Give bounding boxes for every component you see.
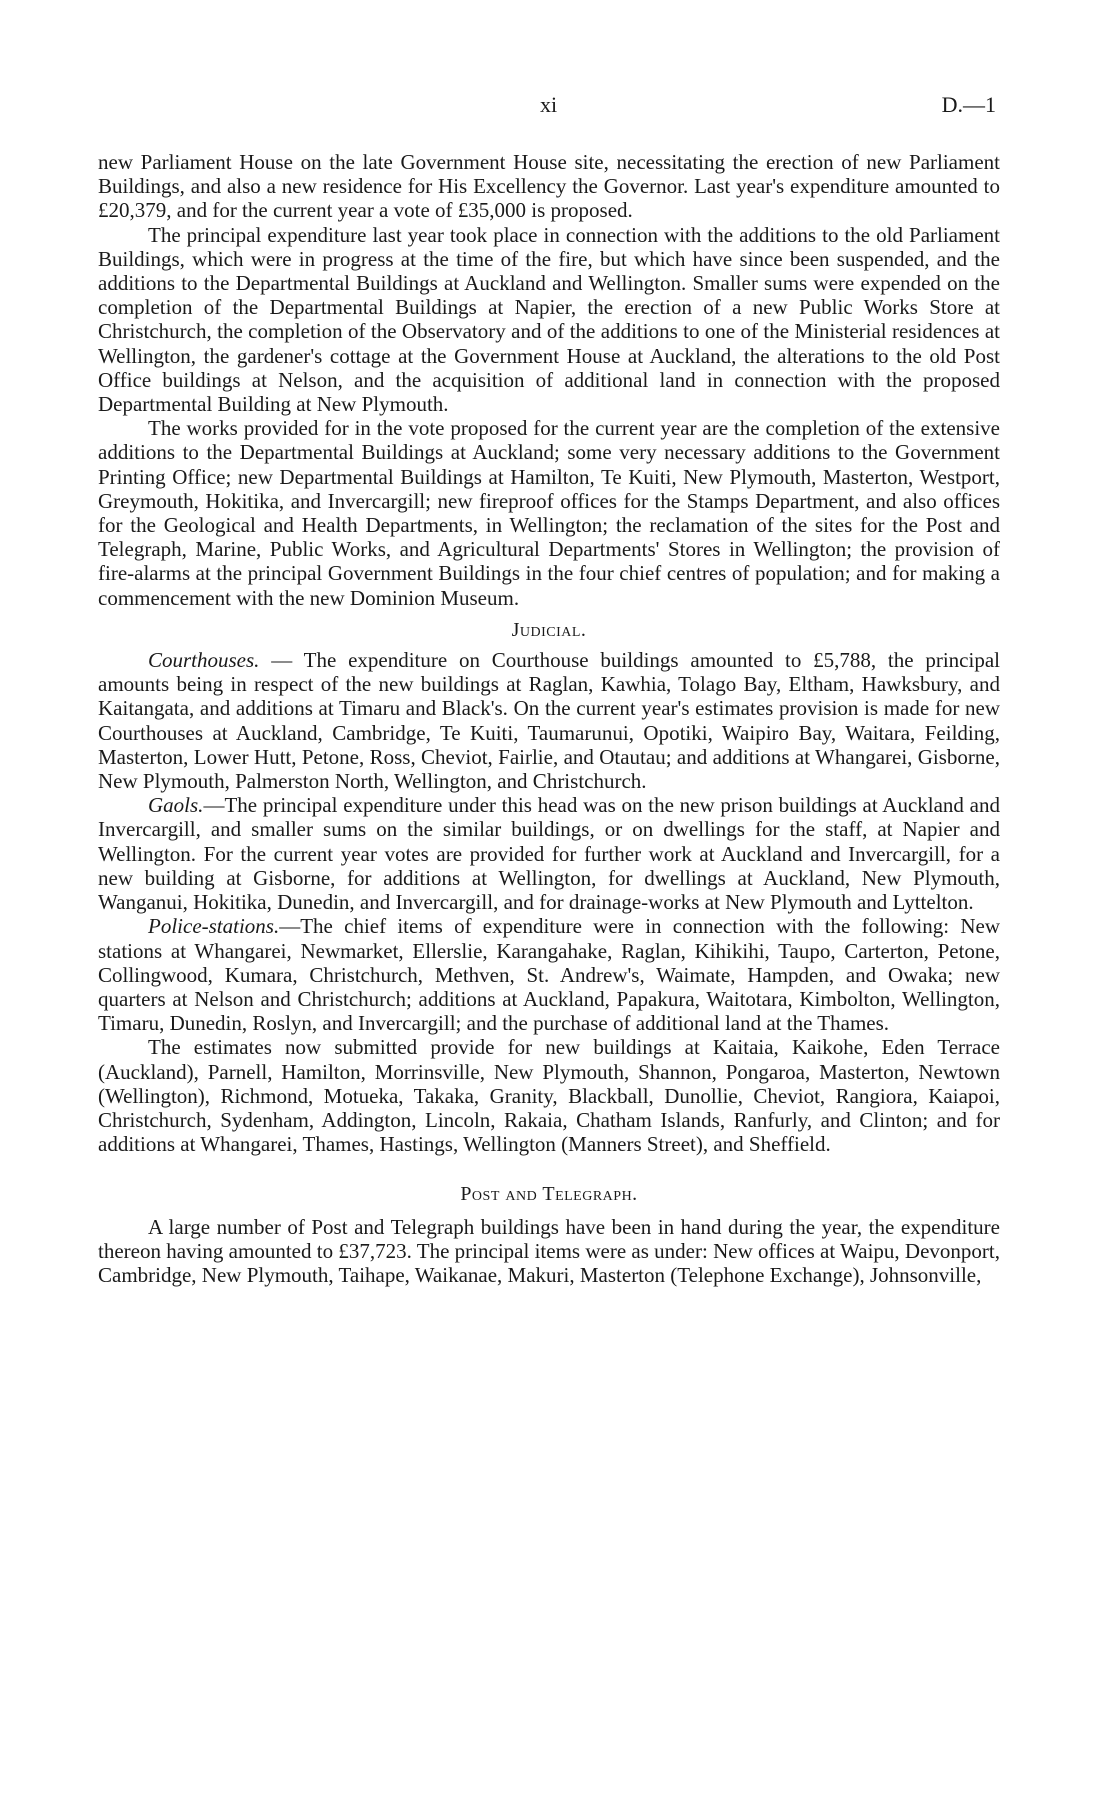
paragraph-courthouses	[98, 648, 1000, 793]
police-stations-label: Police-stations.	[148, 914, 280, 939]
paragraph-post-telegraph: A large number of Post and Telegraph buildings have been in hand during the year, the expenditure thereon having amounted to £37,723. The principal items were as under: New offices at Waipu, Devonport, Cambridge, New Plymouth, Taihape, Waikanae, Makuri, Masterton (Telephone Exchange), Johnsonville,	[98, 1214, 1000, 1287]
document-body	[98, 150, 1000, 1287]
section-heading-judicial: Judicial.	[511, 618, 587, 641]
paragraph-police-stations	[98, 914, 1000, 1035]
section-heading-post-telegraph: Post and Telegraph.	[460, 1183, 638, 1206]
courthouses-label: Courthouses.	[148, 648, 260, 673]
paragraph-gaols	[98, 793, 1000, 914]
paragraph-estimates: The estimates now submitted provide for new buildings at Kaitaia, Kaikohe, Eden Terrace (Auckland), Parnell, Hamilton, Morrinsville, New Plymouth, Shannon, Pongaroa, Masterton, Newtown (Wellington), Richmond, Motueka, Takaka, Granity, Blackball, Dunollie, Cheviot, Rangiora, Kaiapoi, Christchurch, Sydenham, Addington, Lincoln, Rakaia, Chatham Islands, Ranfurly, and Clinton; and for additions at Whangarei, Thames, Hastings, Wellington (Manners Street), and Sheffield.	[98, 1035, 1000, 1157]
paragraph-principal-expenditure: The principal expenditure last year took place in connection with the additions to the old Parliament Buildings, which were in progress at the time of the fire, but which have since been suspended, and the additions to the Departmental Buildings at Auckland and Wellington. Smaller sums were expended on the completion of the Departmental Buildings at Napier, the erection of a new Public Works Store at Christchurch, the completion of the Observatory and of the additions to one of the Ministerial residences at Wellington, the gardener's cottage at the Government House at Auckland, the alterations to the old Post Office buildings at Nelson, and the acquisition of additional land in connection with the proposed Departmental Building at New Plymouth.	[98, 222, 1000, 417]
paragraph-works-provided: The works provided for in the vote proposed for the current year are the completion of the extensive additions to the Departmental Buildings at Auckland; some very necessary additions to the Government Printing Office; new Departmental Buildings at Hamilton, Te Kuiti, New Plymouth, Masterton, Westport, Greymouth, Hokitika, and Invercargill; new fireproof offices for the Stamps Department, and also offices for the Geological and Health Departments, in Wellington; the reclamation of the sites for the Post and Telegraph, Marine, Public Works, and Agricultural Departments' Stores in Wellington; the provision of fire-alarms at the principal Government Buildings in the four chief centres of population; and for making a commencement with the new Dominion Museum.	[98, 416, 1000, 610]
document-reference: D.—1	[941, 92, 996, 117]
paragraph-parliament-continued: new Parliament House on the late Government House site, necessitating the erection of new Parliament Buildings, and also a new residence for His Excellency the Governor. Last year's expenditure amounted to £20,379, and for the current year a vote of £35,000 is proposed.	[98, 150, 1000, 223]
gaols-label: Gaols.	[148, 793, 204, 818]
courthouses-text: — The expenditure on Courthouse buildings amounted to £5,788, the principal amounts being in respect of the new buildings at Raglan, Kawhia, Tolago Bay, Eltham, Hawksbury, and Kaitangata, and additions at Timaru and Black's. On the current year's estimates provision is made for new Courthouses at Auckland, Cambridge, Te Kuiti, Taumarunui, Opotiki, Waipiro Bay, Waitara, Feilding, Masterton, Lower Hutt, Petone, Ross, Cheviot, Fairlie, and Otautau; and additions at Whangarei, Gisborne, New Plymouth, Palmerston North, Wellington, and Christchurch.	[98, 648, 1000, 794]
police-stations-text: —The chief items of expenditure were in connection with the following: New stations at Whangarei, Newmarket, Ellerslie, Karangahake, Raglan, Kihikihi, Taupo, Carterton, Petone, Collingwood, Kumara, Christchurch, Methven, St. Andrew's, Waimate, Hampden, and Owaka; new quarters at Nelson and Christchurch; additions at Auckland, Papakura, Waitotara, Kimbolton, Wellington, Timaru, Dunedin, Roslyn, and Invercargill; and the purchase of additional land at the Thames.	[98, 914, 1000, 1036]
page-header	[0, 92, 1114, 122]
page-number: xi	[540, 92, 558, 117]
gaols-text: —The principal expenditure under this head was on the new prison buildings at Auckland and Invercargill, and smaller sums on the similar buildings, or on dwellings for the staff, at Napier and Wellington. For the current year votes are provided for further work at Auckland and Invercargill, for a new building at Gisborne, for additions at Wellington, for dwellings at Auckland, New Plymouth, Wanganui, Hokitika, Dunedin, and Invercargill, and for drainage-works at New Plymouth and Lyttelton.	[98, 793, 1000, 915]
